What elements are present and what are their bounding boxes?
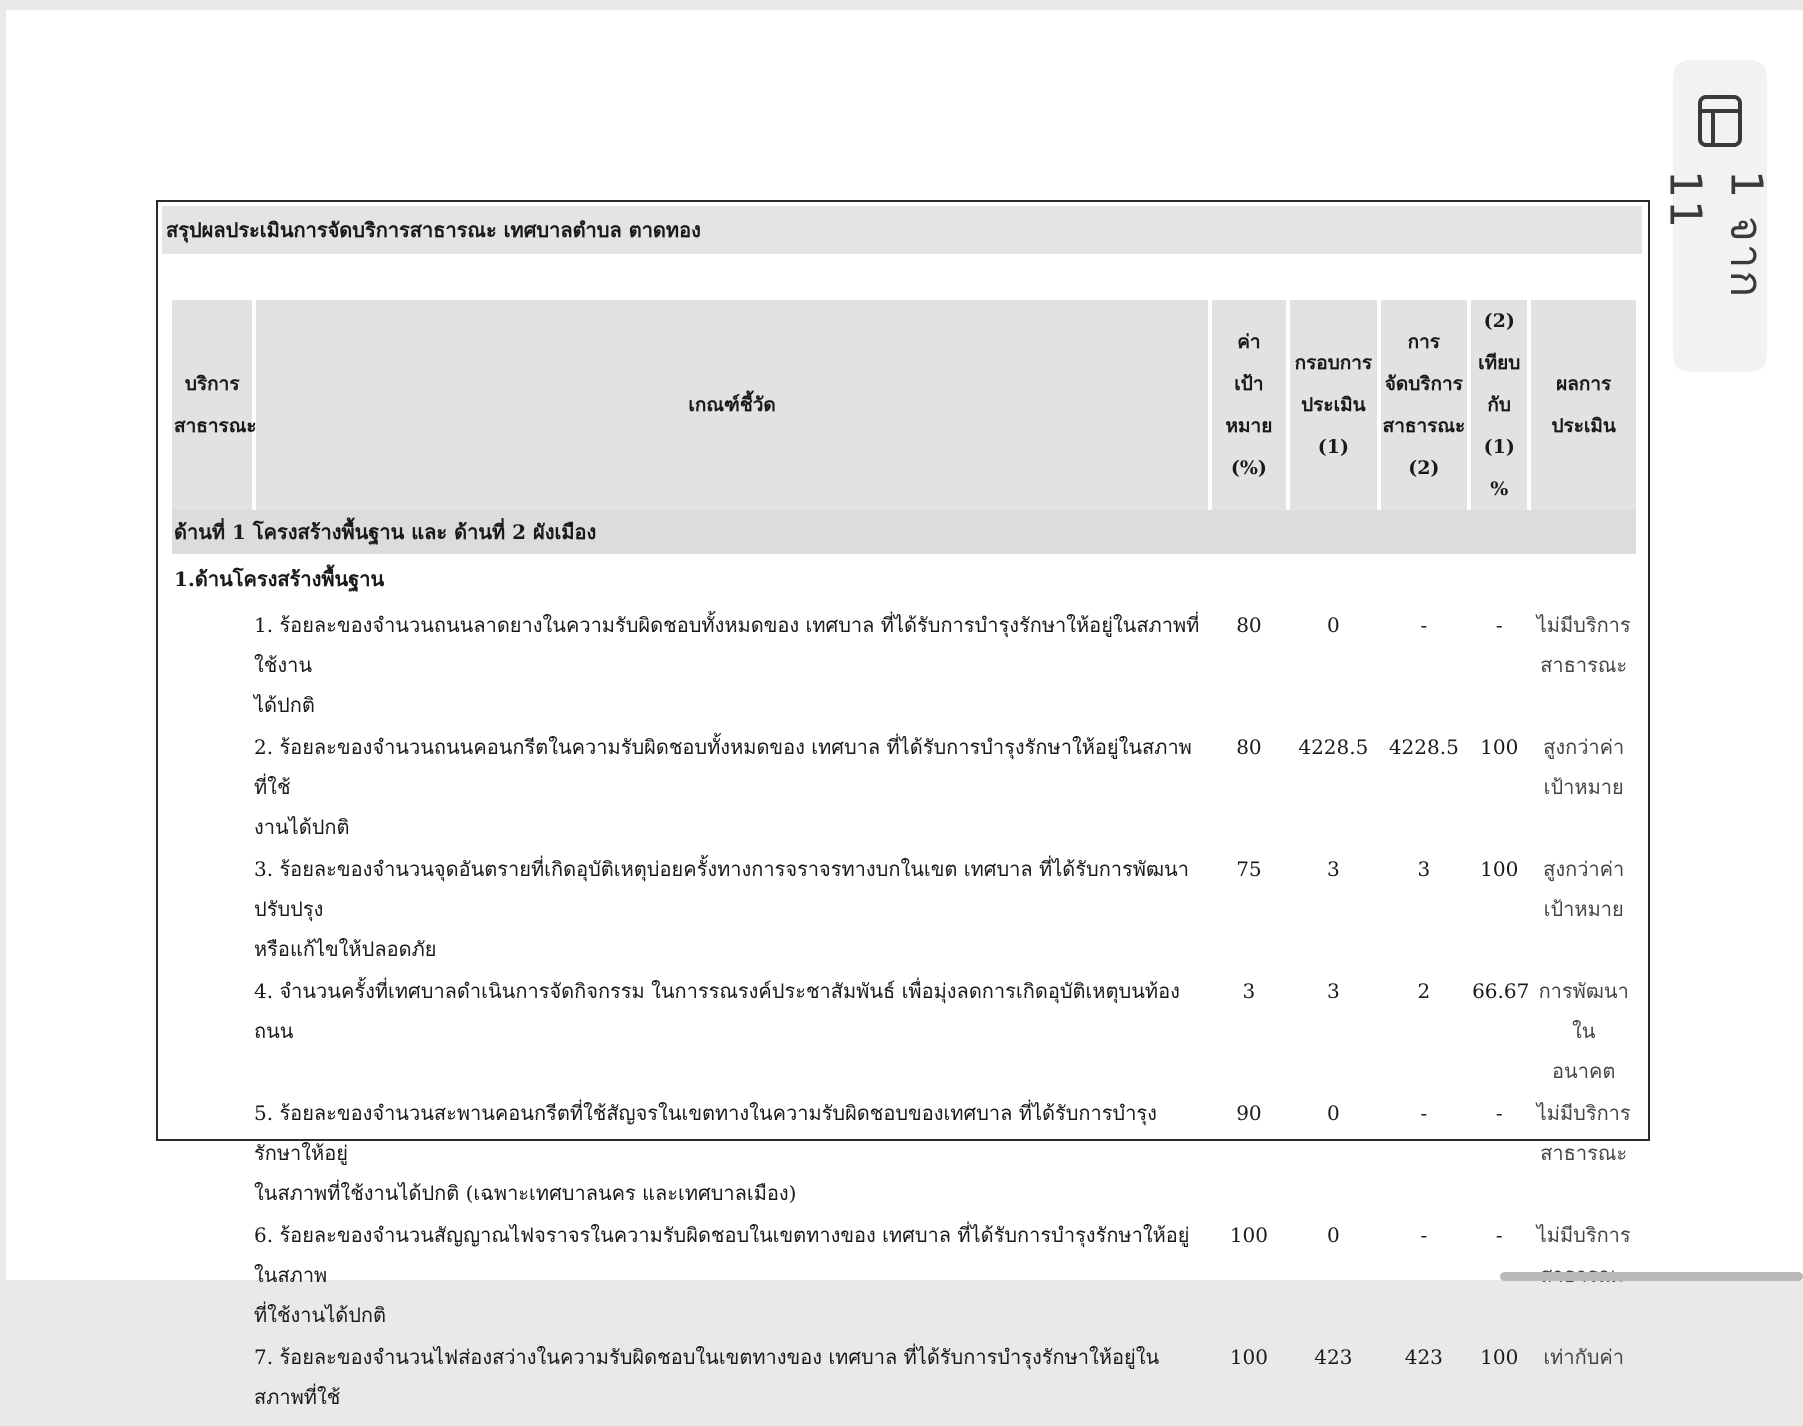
provision-cell: 423	[1404, 1345, 1443, 1369]
compare-cell: -	[1495, 613, 1503, 637]
criteria-cell: 4. จำนวนครั้งที่เทศบาลดำเนินการจัดกิจกรรม ในการรณรงค์ประชาสัมพันธ์ เพื่อมุ่งลดการเกิดอุบัติเหตุบนท้องถนน	[254, 979, 1180, 1043]
result-cell: การพัฒนาใน อนาคต	[1538, 979, 1629, 1083]
header-provision: การ จัดบริการ สาธารณะ (2)	[1381, 300, 1467, 510]
provision-cell: 4228.5	[1388, 735, 1459, 759]
page-icon	[1697, 94, 1743, 148]
header-criteria: เกณฑ์ชี้วัด	[256, 300, 1207, 510]
header-service: บริการ สาธารณะ	[172, 300, 252, 510]
compare-cell: 100	[1480, 857, 1519, 881]
provision-cell: 2	[1417, 979, 1431, 1003]
criteria-cell: 6. ร้อยละของจำนวนสัญญาณไฟจราจรในความรับผิดชอบในเขตทางของ เทศบาล ที่ได้รับการบำรุงรักษาให้อยู่ในสภาพ ที่ใช้งานได้ปกติ	[254, 1223, 1190, 1327]
compare-cell: 100	[1480, 735, 1519, 759]
document-page	[6, 10, 1803, 1409]
table-row	[172, 848, 1636, 970]
frame-cell: 0	[1326, 1101, 1340, 1125]
page-indicator-text: 1 จาก 11	[1659, 170, 1772, 300]
header-result: ผลการ ประเมิน	[1531, 300, 1636, 510]
provision-cell: -	[1420, 613, 1428, 637]
result-cell: ไม่มีบริการ	[1536, 1223, 1631, 1247]
result-cell: ไม่มีบริการ สาธารณะ	[1536, 613, 1631, 677]
header-compare: (2) เทียบ กับ (1) %	[1471, 300, 1527, 510]
header-target: ค่า เป้าหมาย (%)	[1212, 300, 1286, 510]
target-cell: 3	[1242, 979, 1256, 1003]
target-cell: 100	[1229, 1223, 1269, 1247]
compare-cell: 66.67	[1472, 979, 1530, 1003]
frame-cell: 4228.5	[1298, 735, 1369, 759]
criteria-cell: 1. ร้อยละของจำนวนถนนลาดยางในความรับผิดชอบทั้งหมดของ เทศบาล ที่ได้รับการบำรุงรักษาให้อยู่ในสภาพที่ใช้งาน ได้ปกติ	[254, 613, 1200, 717]
report-title: สรุปผลประเมินการจัดบริการสาธารณะ เทศบาลตำบล ตาดทอง	[162, 206, 1642, 254]
table-row	[172, 726, 1636, 848]
table-row	[172, 604, 1636, 726]
result-cell: ไม่มีบริการ สาธารณะ	[1536, 1101, 1631, 1165]
table-header-row	[172, 300, 1636, 510]
table-row	[172, 1214, 1636, 1336]
target-cell: 75	[1236, 857, 1262, 881]
target-cell: 100	[1229, 1345, 1269, 1369]
table-row	[172, 1336, 1636, 1426]
subsection-title: 1.ด้านโครงสร้างพื้นฐาน	[174, 567, 385, 591]
frame-cell: 3	[1326, 857, 1340, 881]
subsection-row	[172, 554, 1636, 604]
section-title: ด้านที่ 1 โครงสร้างพื้นฐาน และ ด้านที่ 2 ผังเมือง	[172, 510, 1636, 554]
result-cell: เท่ากับค่า	[1543, 1345, 1625, 1369]
provision-cell: 3	[1417, 857, 1431, 881]
target-cell: 80	[1236, 735, 1262, 759]
compare-cell: 100	[1480, 1345, 1519, 1369]
compare-cell: -	[1495, 1223, 1503, 1247]
criteria-cell: 5. ร้อยละของจำนวนสะพานคอนกรีตที่ใช้สัญจรในเขตทางในความรับผิดชอบของเทศบาล ที่ได้รับการบำรุงรักษาให้อยู่ ในสภาพที่ใช้งานได้ปกติ (เฉพาะเทศบาลนคร และเทศบาลเมือง)	[254, 1101, 1157, 1205]
compare-cell: -	[1495, 1101, 1503, 1125]
criteria-cell: 2. ร้อยละของจำนวนถนนคอนกรีตในความรับผิดชอบทั้งหมดของ เทศบาล ที่ได้รับการบำรุงรักษาให้อยู่ในสภาพที่ใช้ งานได้ปกติ	[254, 735, 1192, 839]
target-cell: 90	[1236, 1101, 1262, 1125]
header-frame: กรอบการ ประเมิน (1)	[1290, 300, 1376, 510]
table-row	[172, 970, 1636, 1092]
frame-cell: 3	[1326, 979, 1340, 1003]
report-frame	[156, 200, 1650, 1409]
section-row	[172, 510, 1636, 554]
target-cell: 80	[1236, 613, 1262, 637]
result-cell: สูงกว่าค่า เป้าหมาย	[1543, 857, 1625, 921]
criteria-cell: 3. ร้อยละของจำนวนจุดอันตรายที่เกิดอุบัติเหตุบ่อยครั้งทางการจราจรทางบกในเขต เทศบาล ที่ได้รับการพัฒนา ปรับปรุง หรือแก้ไขให้ปลอดภัย	[254, 857, 1189, 961]
provision-cell: -	[1420, 1223, 1428, 1247]
provision-cell: -	[1420, 1101, 1428, 1125]
table-row	[172, 1092, 1636, 1214]
frame-cell: 0	[1326, 1223, 1340, 1247]
criteria-cell: 7. ร้อยละของจำนวนไฟส่องสว่างในความรับผิดชอบในเขตทางของ เทศบาล ที่ได้รับการบำรุงรักษาให้อยู่ในสภาพที่ใช้	[254, 1345, 1160, 1409]
result-cell: สูงกว่าค่า เป้าหมาย	[1543, 735, 1625, 799]
horizontal-scrollbar[interactable]	[1500, 1272, 1803, 1281]
frame-cell: 423	[1314, 1345, 1353, 1369]
evaluation-table	[168, 300, 1640, 1426]
page-indicator[interactable]	[1659, 60, 1772, 372]
frame-cell: 0	[1326, 613, 1340, 637]
